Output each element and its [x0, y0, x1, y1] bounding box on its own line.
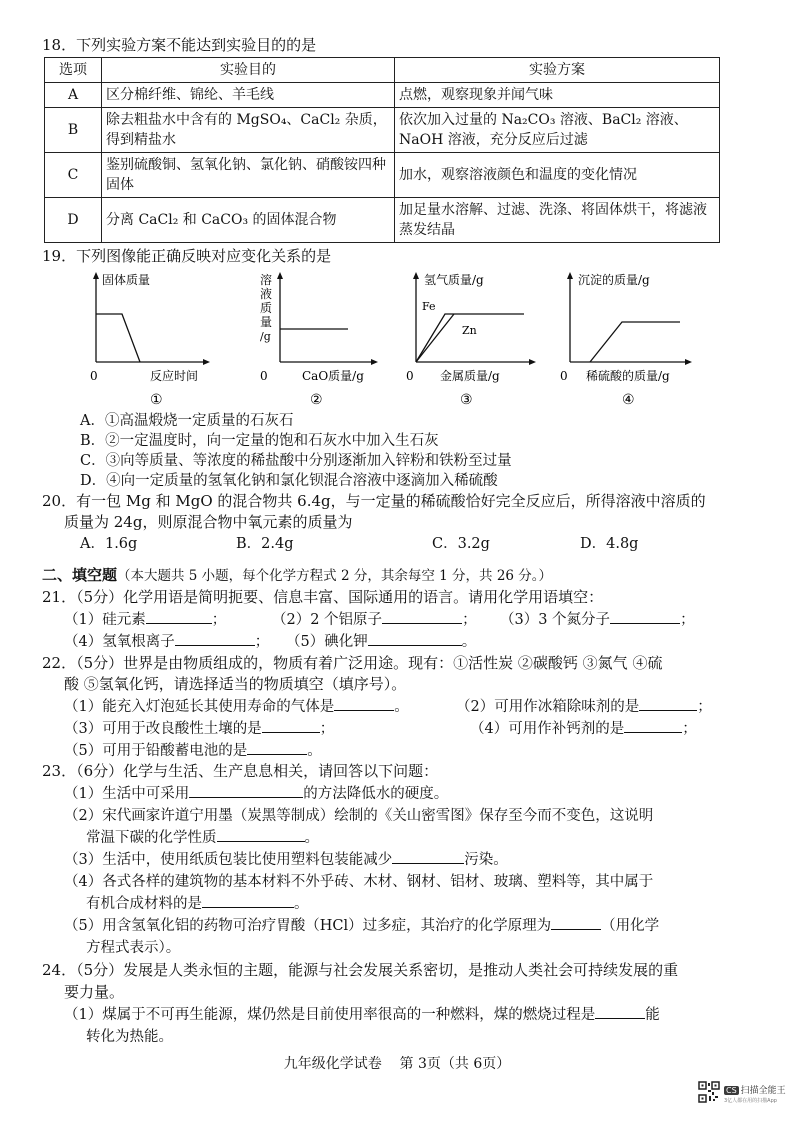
q23-item-3: （3）生活中，使用纸质包装比使用塑料包装能减少 污染。 — [64, 848, 508, 869]
q22-item-4: （4）可用作补钙剂的是 ； — [470, 717, 697, 738]
answer-blank[interactable] — [595, 1004, 645, 1019]
graph-1 — [84, 270, 214, 410]
header-option: 选项 — [45, 58, 102, 83]
graph-3-number: ③ — [460, 392, 473, 408]
table-row — [45, 108, 720, 153]
q20-option-a: A．1.6g — [80, 536, 138, 552]
q24-stem-2: 要力量。 — [64, 983, 125, 1001]
q21-item-3: （3）3 个氮分子 ； — [500, 608, 695, 629]
scanner-logo-icon: CS — [726, 1086, 737, 1095]
graph-3-origin: 0 — [406, 369, 414, 383]
answer-blank[interactable] — [217, 827, 305, 842]
q20-option-d: D．4.8g — [580, 536, 639, 552]
row-option: D — [45, 198, 102, 243]
page-footer — [0, 1053, 794, 1073]
graph-4-number: ④ — [622, 392, 635, 408]
row-plan: 依次加入过量的 Na₂CO₃ 溶液、BaCl₂ 溶液、NaOH 溶液，充分反应后过滤 — [395, 108, 720, 153]
graph-4-xlabel: 稀硫酸的质量/g — [586, 369, 670, 383]
q19-option-b: B．②一定温度时，向一定量的饱和石灰水中加入生石灰 — [80, 433, 439, 449]
row-option: A — [45, 83, 102, 108]
q20-option-b: B．2.4g — [236, 536, 294, 552]
qr-code-icon — [698, 1081, 720, 1103]
row-aim: 区分棉纤维、锦纶、羊毛线 — [102, 83, 395, 108]
table-row — [45, 153, 720, 198]
q23-stem: 23．（6分）化学与生活、生产息息相关，请回答以下问题： — [42, 762, 439, 780]
row-aim: 分离 CaCl₂ 和 CaCO₃ 的固体混合物 — [102, 198, 395, 243]
table-row — [45, 83, 720, 108]
answer-blank[interactable] — [624, 718, 682, 733]
answer-blank[interactable] — [175, 631, 255, 646]
table-header-row — [45, 58, 720, 83]
q22-item-3: （3）可用于改良酸性土壤的是 ； — [64, 717, 334, 738]
answer-blank[interactable] — [551, 915, 601, 930]
graph-2-number: ② — [310, 392, 323, 408]
graph-4 — [556, 270, 706, 410]
answer-blank[interactable] — [247, 740, 307, 755]
q23-item-1: （1）生活中可采用 的方法降低水的硬度。 — [64, 782, 448, 803]
header-aim: 实验目的 — [102, 58, 395, 83]
q23-item-5a: （5）用含氢氧化铝的药物可治疗胃酸（HCl）过多症，其治疗的化学原理为 （用化学 — [64, 914, 659, 935]
q20-stem-1: 20．有一包 Mg 和 MgO 的混合物共 6.4g，与一定量的稀硫酸恰好完全反应后，所得溶液中溶质的 — [42, 492, 706, 510]
table-row — [45, 198, 720, 243]
scanner-name: 扫描全能王 — [740, 1086, 786, 1096]
q21-item-2: （2）2 个铝原子 ； — [272, 608, 477, 629]
graph-4-ylabel: 沉淀的质量/g — [578, 273, 650, 287]
q23-item-4b: 有机合成材料的是 。 — [86, 892, 309, 913]
answer-blank[interactable] — [392, 849, 464, 864]
q19-option-c: C．③向等质量、等浓度的稀盐酸中分别逐渐加入锌粉和铁粉至过量 — [80, 453, 512, 469]
q24-item-1a: （1）煤属于不可再生能源，煤仍然是目前使用率很高的一种燃料，煤的燃烧过程是 能 — [64, 1003, 660, 1024]
q21-stem: 21．（5分）化学用语是简明扼要、信息丰富、国际通用的语言。请用化学用语填空： — [42, 588, 604, 606]
section-2-heading — [42, 564, 552, 585]
q22-stem-2: 酸 ⑤氢氧化钙，请选择适当的物质填空（填序号）。 — [64, 675, 407, 693]
row-aim: 鉴别硫酸铜、氢氧化钠、氯化钠、硝酸铵四种固体 — [102, 153, 395, 198]
q19-option-d: D．④向一定质量的氢氧化钠和氯化钡混合溶液中逐滴加入稀硫酸 — [80, 473, 498, 489]
graph-1-number: ① — [150, 392, 163, 408]
q23-item-4a: （4）各式各样的建筑物的基本材料不外乎砖、木材、钢材、铝材、玻璃、塑料等，其中属于 — [64, 874, 654, 890]
q21-item-1: （1）硅元素 ； — [64, 608, 226, 629]
graph-2-ylabel-3: 质 — [260, 301, 273, 315]
q19-option-a: A．①高温煅烧一定质量的石灰石 — [80, 413, 294, 429]
graph-3 — [400, 270, 540, 410]
answer-blank[interactable] — [334, 696, 394, 711]
graph-3-curve-fe: Fe — [422, 300, 436, 313]
graph-1-ylabel: 固体质量 — [102, 273, 151, 287]
section-2-note: （本大题共 5 小题，每个化学方程式 2 分，其余每空 1 分，共 26 分。） — [117, 568, 553, 584]
q22-item-1: （1）能充入灯泡延长其使用寿命的气体是 。 — [64, 695, 409, 716]
q23-item-2b: 常温下碳的化学性质 。 — [86, 826, 319, 847]
row-plan: 点燃，观察现象并闻气味 — [395, 83, 720, 108]
section-2-title: 二、填空题 — [42, 566, 118, 584]
q22-stem-1: 22．（5分）世界是由物质组成的，物质有着广泛用途。现有：①活性炭 ②碳酸钙 ③氮气 ④硫 — [42, 654, 663, 672]
footer-title: 九年级化学试卷 — [283, 1056, 382, 1072]
answer-blank[interactable] — [189, 783, 303, 798]
graph-2-xlabel: CaO质量/g — [302, 369, 364, 383]
graph-3-ylabel: 氢气质量/g — [424, 273, 484, 287]
experiment-table — [44, 57, 720, 243]
q21-item-5: （5）碘化钾 。 — [286, 630, 476, 651]
answer-blank[interactable] — [610, 609, 680, 624]
row-option: C — [45, 153, 102, 198]
q22-item-5: （5）可用于铅酸蓄电池的是 。 — [64, 739, 322, 760]
answer-blank[interactable] — [146, 609, 212, 624]
q24-item-1b: 转化为热能。 — [86, 1029, 173, 1045]
q21-item-4: （4）氢氧根离子 ； — [64, 630, 269, 651]
scanner-watermark — [724, 1083, 786, 1104]
row-plan: 加足量水溶解、过滤、洗涤、将固体烘干，将滤液蒸发结晶 — [395, 198, 720, 243]
graph-4-origin: 0 — [560, 369, 568, 383]
graph-2-ylabel-4: 量 — [260, 315, 273, 329]
q20-option-c: C．3.2g — [432, 536, 490, 552]
graph-3-xlabel: 金属质量/g — [440, 369, 500, 383]
graph-2-origin: 0 — [260, 369, 268, 383]
graph-1-origin: 0 — [90, 369, 98, 383]
row-option: B — [45, 108, 102, 153]
graph-2 — [252, 270, 382, 410]
q18-stem: 18．下列实验方案不能达到实验目的的是 — [42, 36, 317, 54]
graph-2-ylabel-5: /g — [260, 330, 271, 343]
q19-stem: 19．下列图像能正确反映对应变化关系的是 — [42, 247, 332, 265]
row-aim: 除去粗盐水中含有的 MgSO₄、CaCl₂ 杂质，得到精盐水 — [102, 108, 395, 153]
footer-page-number: 第 3页（共 6页） — [399, 1056, 511, 1072]
scanner-tagline: 3亿人都在用的扫描App — [724, 1098, 777, 1104]
graph-2-ylabel-2: 液 — [260, 287, 273, 301]
header-plan: 实验方案 — [395, 58, 720, 83]
answer-blank[interactable] — [202, 893, 294, 908]
answer-blank[interactable] — [382, 609, 462, 624]
graph-1-xlabel: 反应时间 — [150, 369, 199, 383]
answer-blank[interactable] — [262, 718, 320, 733]
graph-2-ylabel-1: 溶 — [260, 273, 273, 287]
answer-blank[interactable] — [368, 631, 462, 646]
graph-3-curve-zn: Zn — [462, 324, 477, 337]
q20-stem-2: 质量为 24g，则原混合物中氧元素的质量为 — [64, 513, 353, 531]
row-plan: 加水，观察溶液颜色和温度的变化情况 — [395, 153, 720, 198]
answer-blank[interactable] — [639, 696, 697, 711]
q24-stem-1: 24．（5分）发展是人类永恒的主题，能源与社会发展关系密切，是推动人类社会可持续发展的重 — [42, 961, 679, 979]
q23-item-2a: （2）宋代画家许道宁用墨（炭黑等制成）绘制的《关山密雪图》保存至今而不变色，这说明 — [64, 808, 654, 824]
q23-item-5b: 方程式表示）。 — [86, 940, 181, 956]
q22-item-2: （2）可用作冰箱除味剂的是 ； — [456, 695, 712, 716]
